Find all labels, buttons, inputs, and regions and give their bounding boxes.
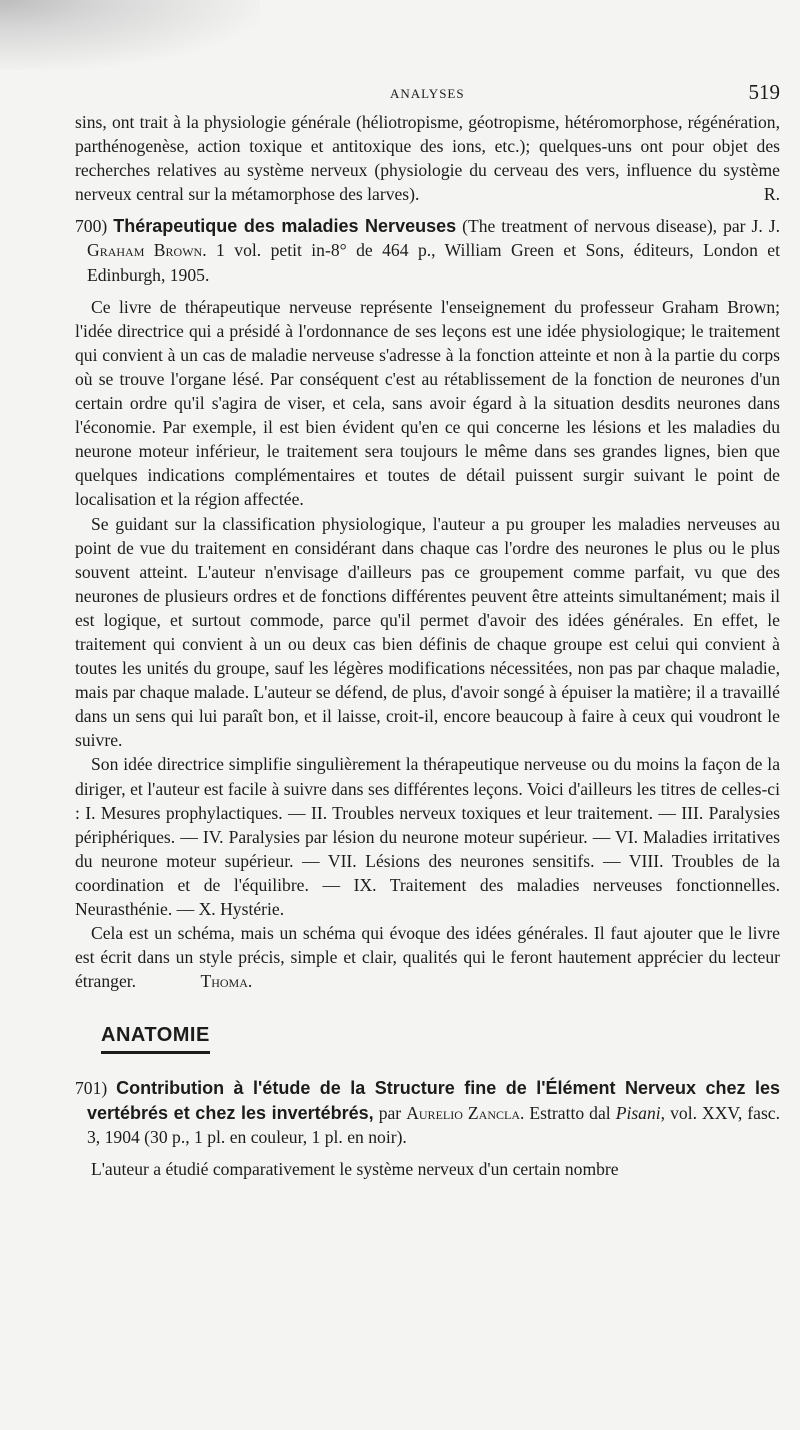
page-header: [75, 76, 780, 110]
scan-shadow: [0, 0, 260, 70]
review-700-heading: [75, 214, 780, 286]
review-700-title: Thérapeutique des maladies Nerveuses: [113, 216, 457, 237]
body-text: [75, 110, 780, 1181]
review-701-title: Contribution à l'étude de la Structure fine de l'Élément Nerveux chez les vertébrés et chez les invertébrés,: [87, 1078, 780, 1123]
carryover-signature: R.: [763, 184, 780, 205]
section-heading-text: ANATOMIE: [101, 1023, 210, 1054]
review-700-paragraph-2: Se guidant sur la classification physiologique, l'auteur a pu grouper les maladies nerveuses au point de vue du traitement en considérant dans chaque cas l'ordre des neurones le plus ou le plus souvent atteint. L'auteur n'envisage d'ailleurs pas ce groupement comme parfait, vu que des neurones de plusieurs ordres et de fonctions différentes peuvent être atteints simultanément; mais il est logique, et surtout commode, parce qu'il permet d'avoir des idées générales. En effet, le traitement qui convient à un ou deux cas bien définis de chaque groupe est celui qui convient à toutes les unités du groupe, sauf les légères modifications nécessitées, non pas par chaque maladie, mais par chaque malade. L'auteur se défend, de plus, d'avoir songé à épuiser la matière; il a travaillé dans un sens qui lui paraît bon, et il laisse, croit-il, encore beaucoup à faire à ceux qui voudront le suivre.: [75, 513, 780, 751]
section-heading-anatomie: [75, 1023, 210, 1054]
review-701-par: par: [378, 1102, 402, 1123]
review-701-author: Aurelio Zancla: [406, 1102, 520, 1123]
review-700-number: 700): [75, 216, 108, 237]
carryover-paragraph: [75, 110, 780, 206]
review-701-biblio-post: , vol. XXV, fasc. 3, 1904 (30 p., 1 pl. en couleur, 1 pl. en noir).: [87, 1102, 780, 1147]
review-701-paragraph-1: L'auteur a étudié comparativement le système nerveux d'un certain nombre: [91, 1158, 619, 1179]
review-701-journal: Pisani: [615, 1102, 661, 1123]
review-700-subtitle: (The treatment of nervous disease), par: [462, 216, 746, 237]
review-700-paragraph-1: Ce livre de thérapeutique nerveuse représente l'enseignement du professeur Graham Brown; l'idée directrice qui a présidé à l'ordonnance de ses leçons est une idée physiologique; le traitement qui convient à un cas de maladie nerveuse s'adresse à la fonction atteinte et non à la partie du corps où se trouve l'organe lésé. Par conséquent c'est au rétablissement de la fonction de neurones d'un certain ordre qu'il s'agira de viser, et cela, sans avoir égard à la situation desdits neurones dans l'économie. Par exemple, il est bien évident qu'en ce qui concerne les lésions et les maladies du neurone moteur inférieur, le traitement sera toujours le même dans ses grandes lignes, bien que quelques indications complémentaires et toutes de détail puissent surgir suivant le point de localisation et la région affectée.: [75, 296, 780, 510]
review-701-number: 701): [75, 1078, 108, 1099]
review-700-author: J. J. Graham Brown: [87, 216, 780, 261]
review-701-heading: [75, 1076, 780, 1148]
page-number: 519: [748, 80, 780, 104]
review-700-paragraph-3: Son idée directrice simplifie singulièrement la thérapeutique nerveuse ou du moins la façon de la diriger, et l'auteur est facile à suivre dans ses différentes leçons. Voici d'ailleurs les titres de celles-ci : I. Mesures prophylactiques. — II. Troubles nerveux toxiques et leur traitement. — III. Paralysies périphériques. — IV. Paralysies par lésion du neurone moteur supérieur. — VI. Maladies irritatives du neurone moteur supérieur. — VII. Lésions des neurones sensitifs. — VIII. Troubles de la coordination et de l'équilibre. — IX. Traitement des maladies nerveuses fonctionnelles. Neurasthénie. — X. Hystérie.: [75, 754, 780, 919]
carryover-text: sins, ont trait à la physiologie générale (héliotropisme, géotropisme, hétéromorphose, régénération, parthénogenèse, action toxique et antitoxique des ions, etc.); quelques-uns ont pour objet des recherches relatives au système nerveux (physiologie du cerveau des vers, influence du système nerveux central sur la métamorphose des larves).: [75, 112, 780, 205]
review-700-paragraph-4: [75, 921, 780, 993]
review-700-biblio: . 1 vol. petit in-8° de 464 p., William Green et Sons, éditeurs, London et Edinburgh, 1905.: [87, 240, 780, 285]
review-701-biblio-pre: . Estratto dal: [520, 1102, 616, 1123]
running-head: ANALYSES: [390, 86, 465, 101]
review-700-paragraph-4-text: Cela est un schéma, mais un schéma qui évoque des idées générales. Il faut ajouter que le livre est écrit dans un style précis, simple et clair, qualités qui le feront hautement apprécier du lecteur étranger.: [75, 923, 780, 992]
review-700-signature: Thoma.: [200, 971, 253, 992]
page: [75, 76, 780, 1181]
